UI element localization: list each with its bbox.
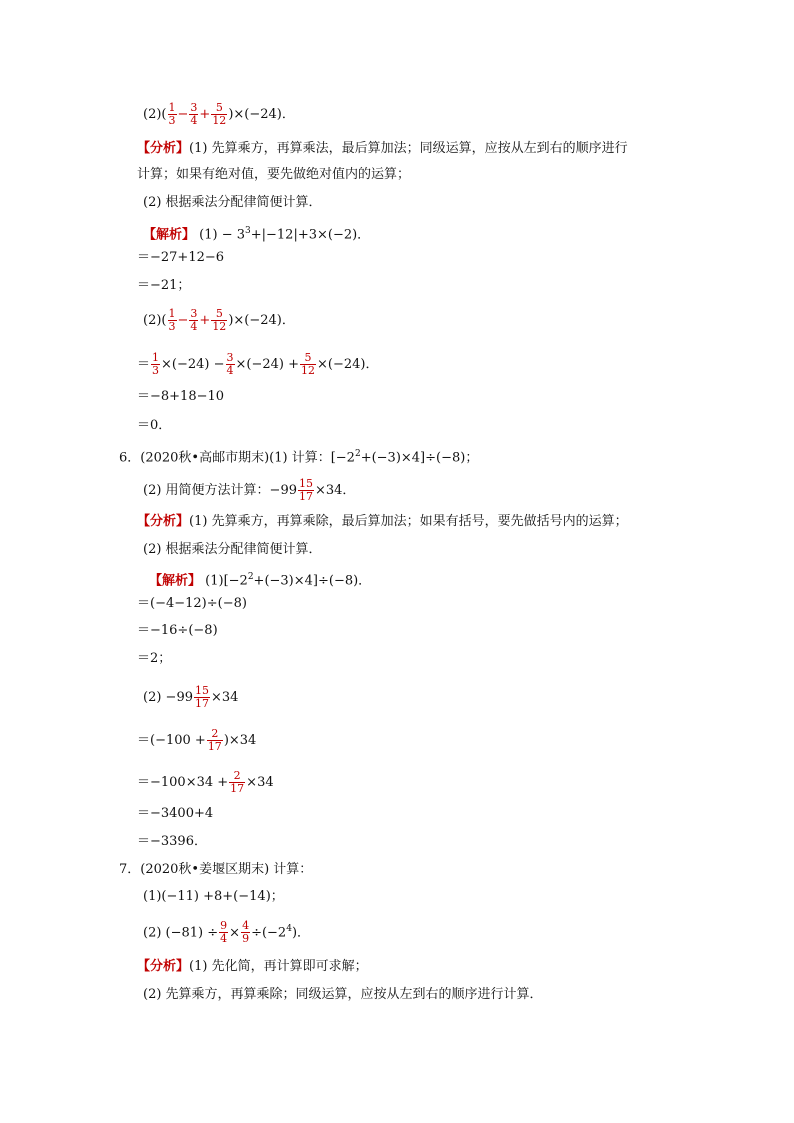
text-line: ＝2； (137, 651, 172, 666)
text-line: (2) 根据乘法分配律简便计算． (143, 195, 322, 210)
text-line: 计算；如果有绝对值，要先做绝对值内的运算； (137, 167, 411, 182)
fraction: $\frac{2}{17}$ (207, 727, 222, 753)
text-line: ＝(−4−12)÷(−8) (137, 596, 247, 611)
text-line: ＝ $\frac{1}{3}$ ×(−24) − $\frac{3}{4}$ ×(−24) + $\frac{5}{12}$ ×(−24)． (137, 351, 379, 377)
fraction: $\frac{5}{12}$ (212, 307, 227, 333)
analysis-line: 【分析】(1) 先算乘方，再算乘法，最后算加法；同级运算，应按从左到右的顺序进行 (137, 141, 628, 156)
analysis-tag: 【分析】 (137, 959, 190, 974)
fraction: $\frac{1}{3}$ (152, 351, 160, 377)
analysis-line: 【分析】(1) 先化简，再计算即可求解； (137, 959, 368, 974)
text-line: ＝−3400+4 (137, 806, 214, 821)
fraction: $\frac{5}{12}$ (212, 101, 227, 127)
solution-line: 【解析】 $(1) - 3^3+|-12|+3\times(-2)$． (143, 226, 371, 243)
fraction: $\frac{9}{4}$ (220, 919, 228, 946)
text-line: ＝−21； (137, 278, 191, 293)
text-line: ＝−100×34 + $\frac{2}{17}$ ×34 (137, 769, 274, 795)
text-line: (2) −99 $\frac{15}{17}$ ×34 (143, 684, 239, 710)
text-line: ＝−8+18−10 (137, 389, 225, 404)
analysis-tag: 【分析】 (137, 514, 190, 529)
analysis-tag: 【分析】 (137, 141, 190, 156)
text-line: (2) 先算乘方，再算乘除；同级运算，应按从左到右的顺序进行计算． (143, 987, 543, 1002)
fraction: $\frac{15}{17}$ (298, 477, 313, 503)
fraction: $\frac{2}{17}$ (230, 769, 245, 795)
text-line: (2)( $\frac{1}{3}$ − $\frac{3}{4}$ + $\frac{5}{12}$ )×(−24)． (143, 101, 295, 127)
text-line: (2) 用简便方法计算：−99 $\frac{15}{17}$ ×34． (143, 477, 356, 503)
text-line: ＝−16÷(−8) (137, 623, 218, 638)
text-line: (1)(−11) +8+(−14)； (143, 889, 284, 904)
text-line: ＝0． (137, 418, 172, 433)
analysis-line: 【分析】(1) 先算乘方，再算乘除，最后算加法；如果有括号，要先做括号内的运算； (137, 514, 628, 529)
question-6: 6．(2020秋•高邮市期末)(1) 计算：$[-2^2+(-3)\times 4]\div(-8)$； (119, 449, 479, 466)
text-line: (2) 根据乘法分配律简便计算． (143, 542, 322, 557)
fraction: $\frac{3}{4}$ (226, 351, 234, 377)
text-line: (2) (−81) ÷ $\frac{9}{4}$ × $\frac{4}{9}$ $\div(-2^4)$． (143, 919, 311, 946)
text-line: ＝(−100 + $\frac{2}{17}$ )×34 (137, 727, 257, 753)
text-line: ＝−27+12−6 (137, 250, 225, 265)
fraction: $\frac{1}{3}$ (168, 101, 176, 127)
solution-line: 【解析】 $(1)[-2^2+(-3)\times 4]\div(-8)$． (149, 572, 372, 589)
text-line: (2)( $\frac{1}{3}$ − $\frac{3}{4}$ + $\frac{5}{12}$ )×(−24)． (143, 307, 295, 333)
fraction: $\frac{1}{3}$ (168, 307, 176, 333)
fraction: $\frac{4}{9}$ (242, 919, 250, 946)
fraction: $\frac{5}{12}$ (301, 351, 316, 377)
fraction: $\frac{3}{4}$ (190, 307, 198, 333)
text-line: ＝−3396． (137, 834, 207, 849)
question-7: 7．(2020秋•姜堰区期末) 计算： (119, 862, 313, 877)
fraction: $\frac{15}{17}$ (194, 684, 209, 710)
fraction: $\frac{3}{4}$ (190, 101, 198, 127)
